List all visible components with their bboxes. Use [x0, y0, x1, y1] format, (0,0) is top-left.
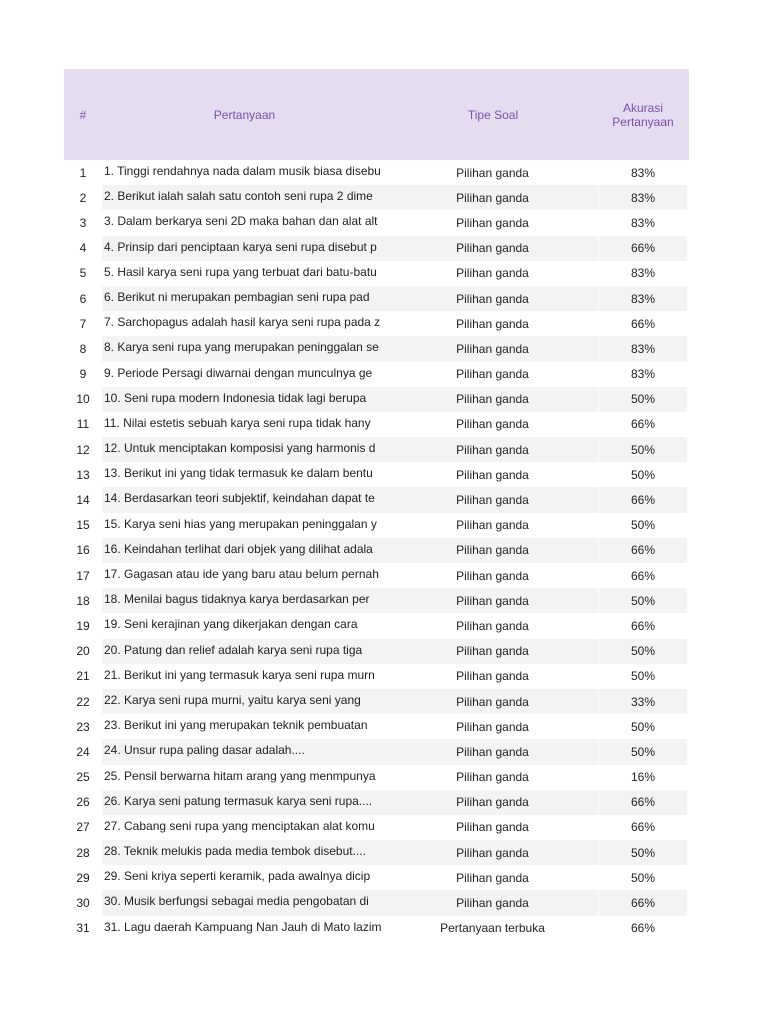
row-number: 22 [64, 689, 102, 714]
row-question-type: Pertanyaan terbuka [387, 916, 599, 941]
table-row [64, 236, 689, 261]
table-row [64, 160, 689, 185]
row-accuracy: 33% [599, 689, 687, 714]
row-question-type: Pilihan ganda [387, 387, 599, 412]
row-question: 29. Seni kriya seperti keramik, pada awalnya dicip [104, 869, 371, 884]
row-number: 21 [76, 669, 90, 684]
row-question: 2. Berikut ialah salah satu contoh seni rupa 2 dime [102, 185, 387, 210]
row-question-type: Pilihan ganda [387, 790, 599, 815]
row-question-type: Pilihan ganda [387, 362, 599, 387]
row-number: 31 [76, 921, 90, 936]
table-row [64, 185, 689, 210]
table-row [64, 890, 689, 915]
row-accuracy: 66% [630, 618, 656, 633]
table-row [64, 916, 689, 941]
table-row [64, 336, 689, 361]
row-accuracy: 66% [599, 890, 687, 915]
header-accuracy: Akurasi Pertanyaan [612, 100, 674, 129]
row-question-type: Pilihan ganda [387, 261, 599, 286]
row-question-type: Pilihan ganda [387, 739, 599, 764]
row-number: 29 [76, 870, 90, 885]
row-number: 20 [64, 639, 102, 664]
row-question: 14. Berdasarkan teori subjektif, keindahan dapat te [102, 487, 387, 512]
row-number: 24 [64, 739, 102, 764]
row-number: 15 [76, 518, 90, 533]
row-question: 12. Untuk menciptakan komposisi yang harmonis d [102, 437, 387, 462]
row-number: 7 [79, 316, 87, 331]
table-row [64, 739, 689, 764]
row-number: 27 [76, 820, 90, 835]
row-accuracy: 66% [630, 316, 656, 331]
row-question: 1. Tinggi rendahnya nada dalam musik biasa disebu [104, 164, 381, 178]
table-row [64, 538, 689, 563]
row-accuracy: 83% [630, 215, 656, 230]
row-accuracy: 50% [599, 588, 687, 613]
table-row [64, 412, 689, 437]
row-question: 22. Karya seni rupa murni, yaitu karya seni yang [102, 689, 387, 714]
row-question: 24. Unsur rupa paling dasar adalah.... [102, 739, 387, 764]
row-question: 8. Karya seni rupa yang merupakan peninggalan se [102, 336, 387, 361]
question-accuracy-table [64, 69, 689, 941]
row-question-type: Pilihan ganda [387, 639, 599, 664]
row-accuracy: 66% [630, 568, 656, 583]
row-accuracy: 50% [630, 719, 656, 734]
row-number: 23 [76, 719, 90, 734]
row-question-type: Pilihan ganda [387, 664, 599, 689]
row-question: 6. Berikut ni merupakan pembagian seni rupa pad [102, 286, 387, 311]
row-question-type: Pilihan ganda [387, 185, 599, 210]
row-question: 16. Keindahan terlihat dari objek yang dilihat adala [102, 538, 387, 563]
row-accuracy: 50% [630, 518, 656, 533]
row-question-type: Pilihan ganda [387, 865, 599, 890]
row-question-type: Pilihan ganda [387, 311, 599, 336]
row-number: 9 [79, 367, 87, 382]
row-question-type: Pilihan ganda [387, 437, 599, 462]
row-question-type: Pilihan ganda [387, 689, 599, 714]
table-row [64, 462, 689, 487]
row-question-type: Pilihan ganda [387, 765, 599, 790]
table-row [64, 714, 689, 739]
row-number: 16 [64, 538, 102, 563]
table-row [64, 588, 689, 613]
row-question: 19. Seni kerajinan yang dikerjakan dengan cara [104, 617, 358, 632]
row-number: 11 [76, 417, 90, 432]
row-question-type: Pilihan ganda [387, 840, 599, 865]
row-accuracy: 66% [599, 790, 687, 815]
row-question-type: Pilihan ganda [387, 714, 599, 739]
row-question-type: Pilihan ganda [387, 210, 599, 235]
table-row [64, 865, 689, 890]
row-accuracy: 50% [599, 840, 687, 865]
table-row [64, 437, 689, 462]
row-question-type: Pilihan ganda [387, 563, 599, 588]
table-row [64, 261, 689, 286]
row-number: 8 [64, 336, 102, 361]
row-number: 25 [76, 770, 90, 785]
row-accuracy: 66% [630, 921, 656, 936]
row-number: 18 [64, 588, 102, 613]
table-row [64, 840, 689, 865]
row-accuracy: 83% [630, 165, 656, 180]
row-number: 12 [64, 437, 102, 462]
row-accuracy: 50% [630, 870, 656, 885]
row-question: 21. Berikut ini yang termasuk karya seni rupa murn [104, 667, 375, 682]
row-number: 28 [64, 840, 102, 865]
row-accuracy: 83% [630, 367, 656, 382]
table-row [64, 815, 689, 840]
table-row [64, 311, 689, 336]
row-number: 30 [64, 890, 102, 915]
row-question: 9. Periode Persagi diwarnai dengan munculnya ge [104, 365, 373, 380]
row-question: 11. Nilai estetis sebuah karya seni rupa tidak hany [104, 415, 371, 430]
row-question: 4. Prinsip dari penciptaan karya seni rupa disebut p [102, 236, 387, 261]
table-row [64, 387, 689, 412]
row-question-type: Pilihan ganda [387, 160, 599, 185]
row-question-type: Pilihan ganda [387, 236, 599, 261]
row-question-type: Pilihan ganda [387, 513, 599, 538]
table-row [64, 286, 689, 311]
row-number: 1 [79, 165, 87, 180]
row-accuracy: 66% [599, 236, 687, 261]
table-row [64, 210, 689, 235]
table-row [64, 362, 689, 387]
table-row [64, 790, 689, 815]
row-question: 15. Karya seni hias yang merupakan peninggalan y [104, 516, 377, 531]
row-number: 5 [79, 266, 87, 281]
row-question: 5. Hasil karya seni rupa yang terbuat dari batu-batu [104, 264, 377, 279]
row-accuracy: 66% [599, 538, 687, 563]
table-row [64, 765, 689, 790]
row-accuracy: 50% [599, 639, 687, 664]
row-question-type: Pilihan ganda [387, 462, 599, 487]
row-accuracy: 50% [599, 387, 687, 412]
table-row [64, 664, 689, 689]
row-number: 10 [64, 387, 102, 412]
row-accuracy: 50% [599, 437, 687, 462]
row-number: 26 [64, 790, 102, 815]
table-header [64, 69, 689, 160]
header-question-type: Tipe Soal [467, 107, 519, 122]
row-number: 19 [76, 618, 90, 633]
row-question: 3. Dalam berkarya seni 2D maka bahan dan alat alt [104, 214, 378, 229]
row-accuracy: 50% [630, 669, 656, 684]
row-question-type: Pilihan ganda [387, 613, 599, 638]
row-question: 17. Gagasan atau ide yang baru atau belum pernah [104, 567, 379, 581]
row-question-type: Pilihan ganda [387, 336, 599, 361]
row-question: 10. Seni rupa modern Indonesia tidak lagi berupa [102, 387, 387, 412]
table-row [64, 689, 689, 714]
row-accuracy: 50% [630, 467, 656, 482]
row-question-type: Pilihan ganda [387, 412, 599, 437]
row-question: 7. Sarchopagus adalah hasil karya seni rupa pada z [104, 315, 381, 330]
row-accuracy: 66% [599, 487, 687, 512]
header-question: Pertanyaan [213, 107, 276, 122]
row-question: 20. Patung dan relief adalah karya seni rupa tiga [102, 639, 387, 664]
row-accuracy: 83% [599, 286, 687, 311]
row-question-type: Pilihan ganda [387, 286, 599, 311]
row-question: 31. Lagu daerah Kampuang Nan Jauh di Mato lazim [104, 919, 382, 934]
row-accuracy: 50% [599, 739, 687, 764]
row-number: 17 [76, 568, 90, 583]
row-question: 28. Teknik melukis pada media tembok disebut.... [102, 840, 387, 865]
row-question-type: Pilihan ganda [387, 890, 599, 915]
table-row [64, 613, 689, 638]
row-question: 23. Berikut ini yang merupakan teknik pembuatan [104, 718, 368, 733]
row-question-type: Pilihan ganda [387, 815, 599, 840]
row-number: 6 [64, 286, 102, 311]
row-question: 27. Cabang seni rupa yang menciptakan alat komu [104, 818, 375, 833]
row-number: 3 [79, 215, 87, 230]
table-row [64, 513, 689, 538]
row-accuracy: 66% [630, 820, 656, 835]
table-row [64, 639, 689, 664]
row-number: 4 [64, 236, 102, 261]
row-accuracy: 16% [630, 770, 656, 785]
row-number: 14 [64, 487, 102, 512]
row-accuracy: 83% [599, 185, 687, 210]
row-number: 13 [76, 467, 90, 482]
header-number: # [79, 107, 87, 122]
row-accuracy: 83% [630, 266, 656, 281]
table-body [64, 160, 689, 941]
row-accuracy: 66% [630, 417, 656, 432]
row-question-type: Pilihan ganda [387, 538, 599, 563]
row-question: 25. Pensil berwarna hitam arang yang menmpunya [104, 768, 376, 783]
row-accuracy: 83% [599, 336, 687, 361]
row-question: 26. Karya seni patung termasuk karya seni rupa.... [102, 790, 387, 815]
row-question-type: Pilihan ganda [387, 588, 599, 613]
row-question: 13. Berikut ini yang tidak termasuk ke dalam bentu [104, 466, 373, 481]
table-row [64, 487, 689, 512]
row-question-type: Pilihan ganda [387, 487, 599, 512]
table-row [64, 563, 689, 588]
row-question: 18. Menilai bagus tidaknya karya berdasarkan per [102, 588, 387, 613]
row-number: 2 [64, 185, 102, 210]
row-question: 30. Musik berfungsi sebagai media pengobatan di [102, 890, 387, 915]
